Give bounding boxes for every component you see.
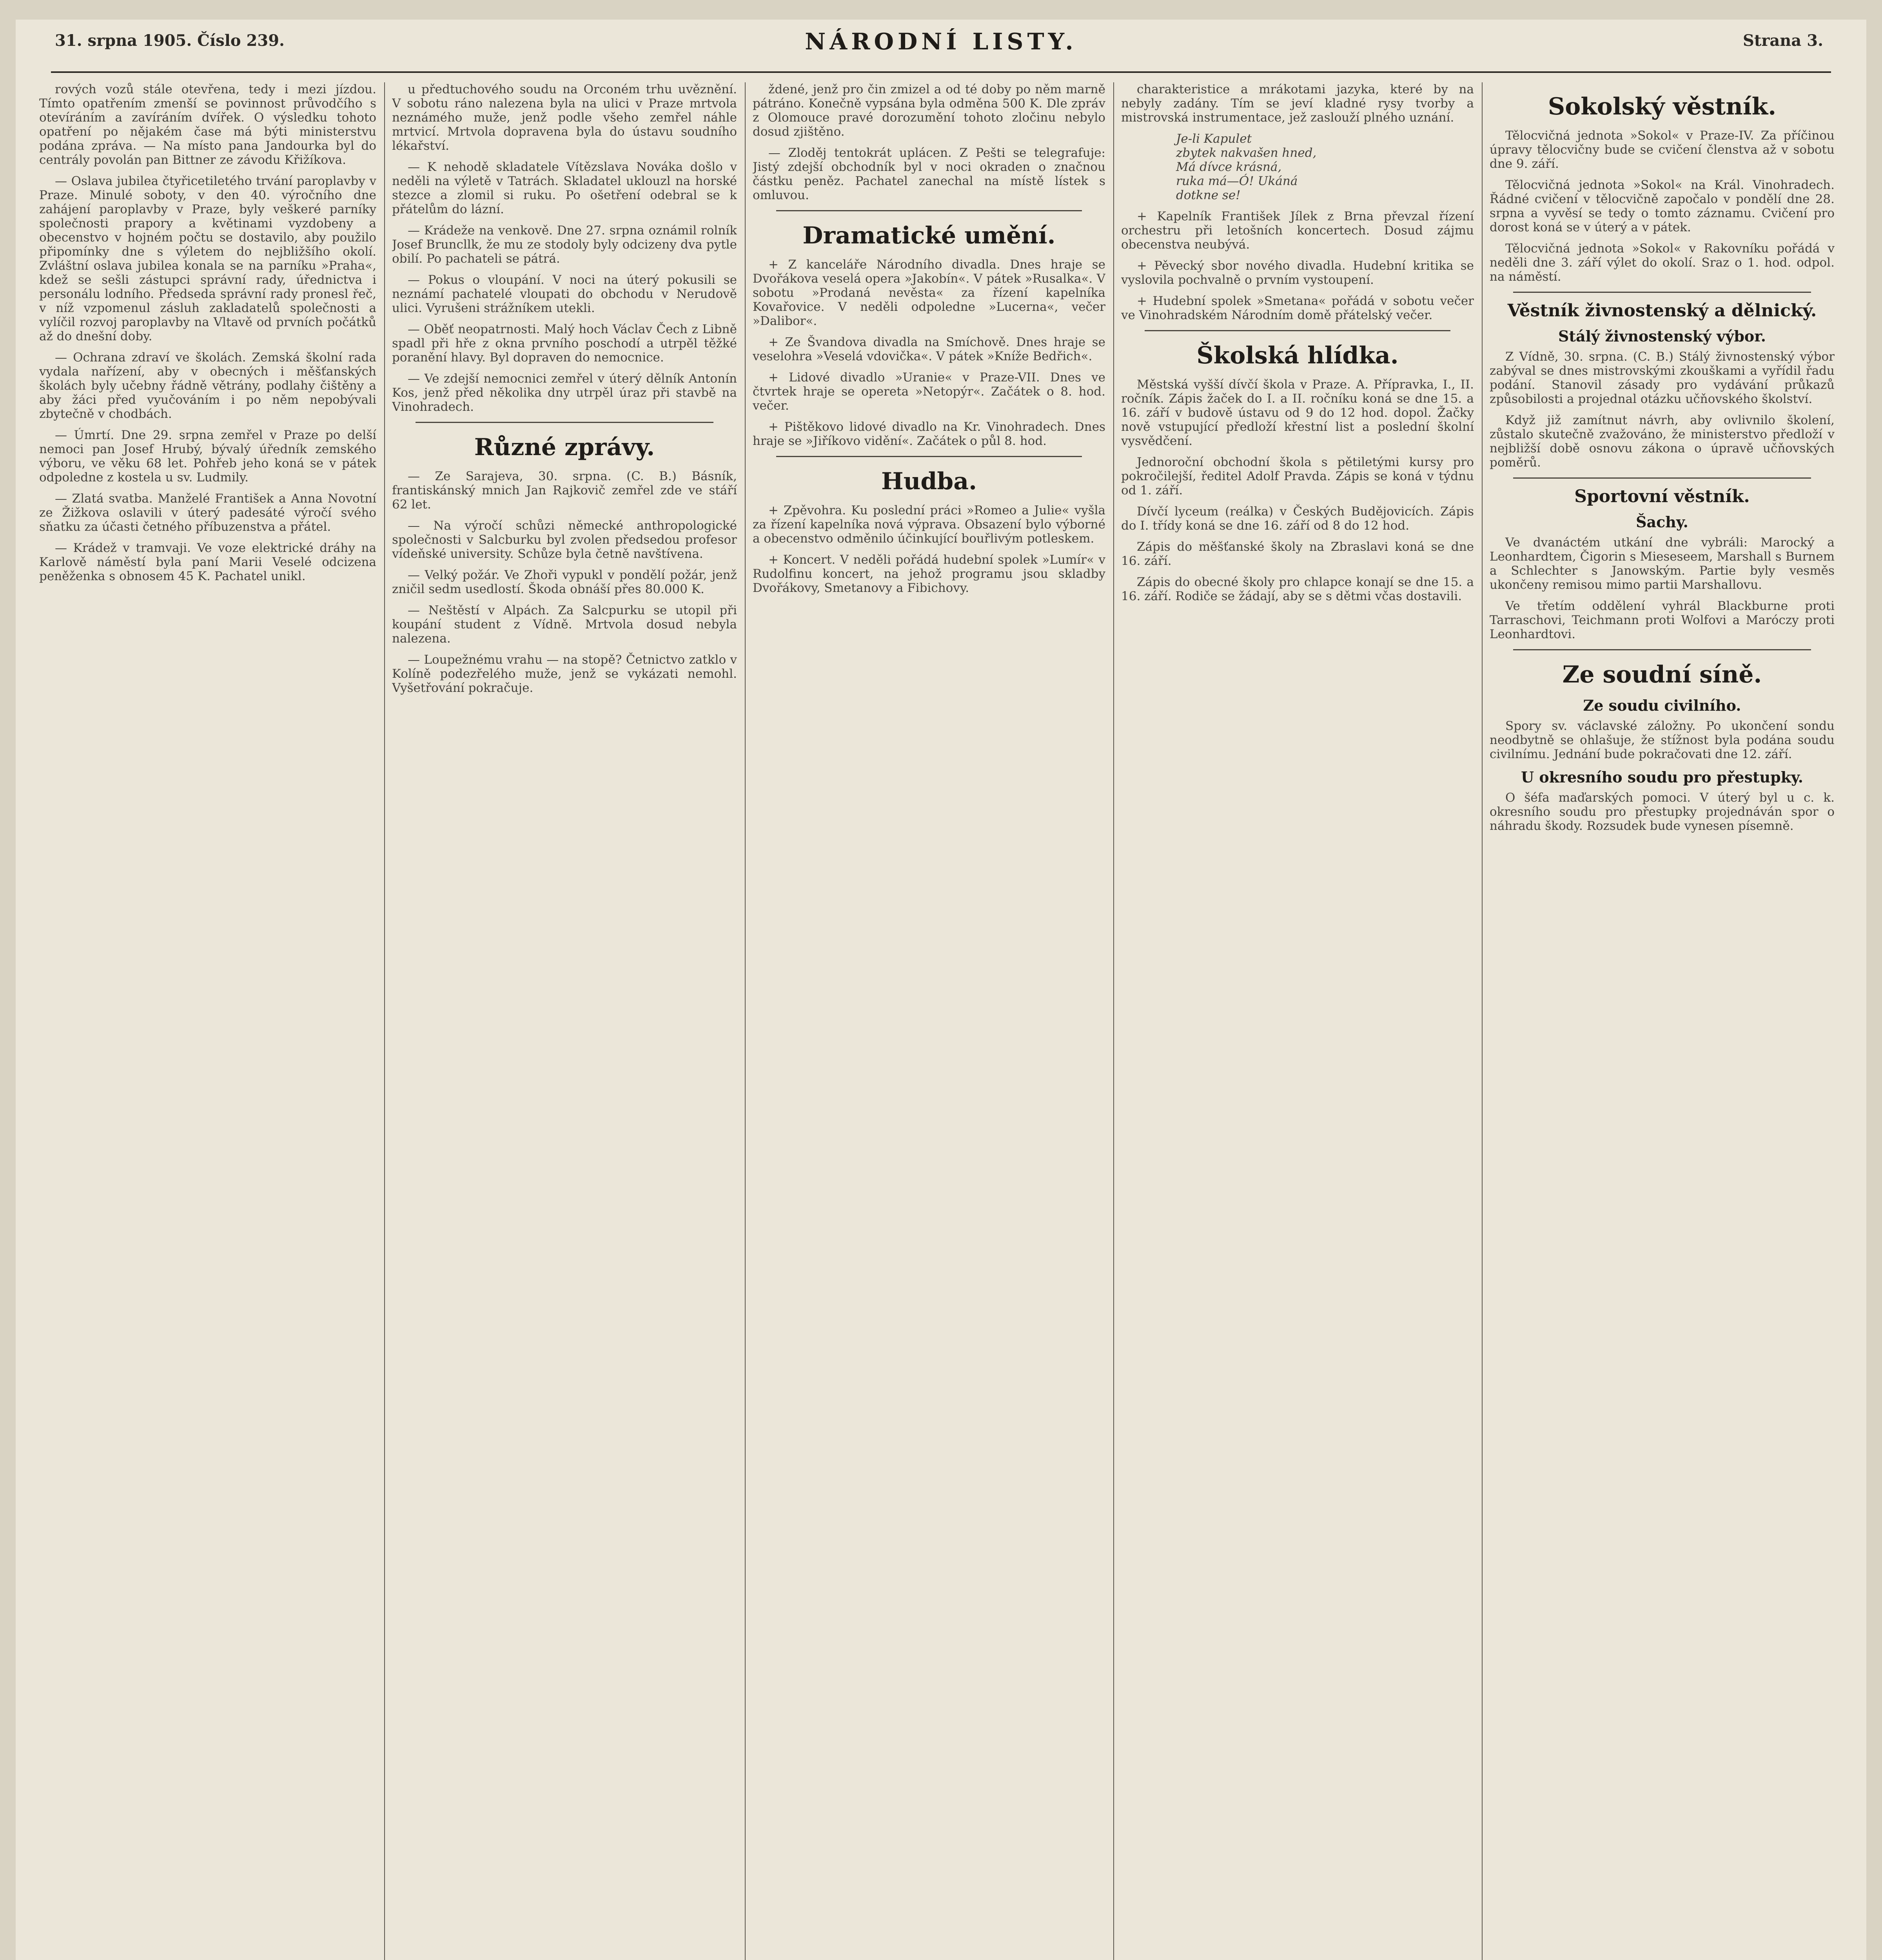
column-divider xyxy=(1113,82,1114,1960)
section-rule xyxy=(1513,477,1811,479)
section-rule xyxy=(416,422,713,423)
article: O šéfa maďarských pomoci. V úterý byl u c. k. okresního soudu pro přestupky projednáván spor o náhradu škody. Rozsudek bude vynesen písemně. xyxy=(1490,791,1835,833)
article: — K nehodě skladatele Vítězslava Nováka došlo v neděli na výletě v Tatrách. Skladatel uklouzl na horské stezce a zlomil si ruku. Po ošetření odebral se k přátelům do lázní. xyxy=(392,160,737,216)
article: ždené, jenž pro čin zmizel a od té doby po něm marně pátráno. Konečně vypsána byla odměna 500 K. Dle zpráv z Olomouce pravé dorozumění tohoto zločinu nebylo dosud zjištěno. xyxy=(753,82,1105,139)
article: — Oslava jubilea čtyřicetiletého trvání paroplavby v Praze. Minulé soboty, v den 40. výročního dne zahájení paroplavby v Praze, byly veškeré parníky společnosti prapory a květinami vyzdobeny a obecenstvo v hojném počtu se dostavilo, aby použilo připomínky dne s výletem do nejbližšího okolí. Zvláštní oslava jubilea konala se na parníku »Praha«, kdež se sešli zástupci správní rady, úřednictva i personálu lodního. Předseda správní rady pronesl řeč, v níž vzpomenul zásluh zakladatelů společnosti a vylíčil rozvoj paroplavby na Vltavě od prvních počátků až do dnešní doby. xyxy=(39,174,376,343)
page-number: Strana 3. xyxy=(1742,31,1823,50)
column-divider xyxy=(384,82,385,1960)
masthead: NÁRODNÍ LISTY. xyxy=(805,28,1077,55)
column-divider xyxy=(1482,82,1483,1960)
section-heading-music: Hudba. xyxy=(881,468,977,495)
article: — Ve zdejší nemocnici zemřel v úterý dělník Antonín Kos, jenž před několika dny utrpěl úraz při stavbě na Vinohradech. xyxy=(392,372,737,414)
article: + Hudební spolek »Smetana« pořádá v sobotu večer ve Vinohradském Národním domě přátelský večer. xyxy=(1121,294,1474,322)
article: — Na výročí schůzi německé anthropologické společnosti v Salcburku byl zvolen předsedou profesor vídeňské university. Schůze byla četně navštívena. xyxy=(392,519,737,561)
subheading-misdemeanor-court: U okresního soudu pro přestupky. xyxy=(1521,768,1804,786)
verse-line: Má dívce krásná, xyxy=(1176,160,1282,174)
column-1 xyxy=(39,82,376,1960)
section-rule xyxy=(776,456,1082,457)
article: rových vozů stále otevřena, tedy i mezi jízdou. Tímto opatřením zmenší se povinnost průvodčího s otevíráním a zavíráním dvířek. O výsledku tohoto opatření po nějakém čase má býti ministerstvu podána zpráva. — Na místo pana Jandourka byl do centrály povolán pan Bittner ze závodu Křižíkova. xyxy=(39,82,376,167)
article: u předtuchového soudu na Orconém trhu uvěznění. V sobotu ráno nalezena byla na ulici v Praze mrtvola neznámého muže, jenž podle všeho zemřel náhle mrtvicí. Mrtvola dopravena byla do ústavu soudního lékařství. xyxy=(392,82,737,153)
subheading-civil-court: Ze soudu civilního. xyxy=(1583,697,1741,714)
section-heading-sport: Sportovní věstník. xyxy=(1574,486,1750,506)
section-heading-school: Školská hlídka. xyxy=(1196,342,1399,369)
article: Ve dvanáctém utkání dne vybráli: Marocký a Leonhardtem, Čigorin s Mieseseem, Marshall s Burnem a Schlechter s Janowským. Partie byly vesměs ukončeny remisou mimo partii Marshallovu. xyxy=(1490,535,1835,592)
section-heading-trade: Věstník živnostenský a dělnický. xyxy=(1507,301,1817,321)
article: + Pěvecký sbor nového divadla. Hudební kritika se vyslovila pochvalně o prvním vystoupení. xyxy=(1121,259,1474,287)
article: — Ze Sarajeva, 30. srpna. (C. B.) Básník, frantiskánský mnich Jan Rajkovič zemřel zde ve stáří 62 let. xyxy=(392,469,737,512)
verse-line: ruka má—Ó! Ukáná xyxy=(1176,174,1298,188)
article: Městská vyšší dívčí škola v Praze. A. Přípravka, I., II. ročník. Zápis žaček do I. a II. ročníku koná se dne 15. a 16. září v budově ústavu od 9 do 12 hod. dopol. Žačky nově vstupující předloží křestní list a poslední školní vysvědčení. xyxy=(1121,377,1474,448)
article: Tělocvičná jednota »Sokol« na Král. Vinohradech. Řádné cvičení v tělocvičně započalo v pondělí dne 28. srpna a vyvěsí se tedy o tomto záznamu. Cvičení pro dorost koná se v úterý a v pátek. xyxy=(1490,178,1835,234)
article: Tělocvičná jednota »Sokol« v Praze-IV. Za příčinou úpravy tělocvičny bude se cvičení členstva až v sobotu dne 9. září. xyxy=(1490,129,1835,171)
article: + Kapelník František Jílek z Brna převzal řízení orchestru při letošních koncertech. Dosud zájmu obecenstva neubývá. xyxy=(1121,209,1474,252)
section-rule xyxy=(1513,292,1811,293)
article: — Loupežnému vrahu — na stopě? Četnictvo zatklo v Kolíně podezřelého muže, jenž se vykázati nemohl. Vyšetřování pokračuje. xyxy=(392,653,737,695)
column-2 xyxy=(392,82,737,1960)
article: Zápis do obecné školy pro chlapce konají se dne 15. a 16. září. Rodiče se žádají, aby se s dětmi včas dostavili. xyxy=(1121,575,1474,603)
verse-line: dotkne se! xyxy=(1176,188,1241,202)
article: Spory sv. václavské záložny. Po ukončení sondu neodbytně se ohlašuje, že stížnost byla podána soudu civilnímu. Jednání bude pokračovati dne 12. září. xyxy=(1490,719,1835,761)
section-rule xyxy=(1513,649,1811,650)
article: charakteristice a mrákotami jazyka, které by na nebyly zadány. Tím se jeví kladné rysy tvorby a mistrovská instrumentace, jež zaslouží plného uznání. xyxy=(1121,82,1474,125)
section-heading-theatre: Dramatické umění. xyxy=(802,222,1056,249)
article: + Koncert. V neděli pořádá hudební spolek »Lumír« v Rudolfinu koncert, na jehož programu jsou skladby Dvořákovy, Smetanovy a Fibichovy. xyxy=(753,553,1105,595)
article: Z Vídně, 30. srpna. (C. B.) Stálý živnostenský výbor zabýval se dnes mistrovskými zkouškami a vyřídil řadu podání. Stanovil zásady pro vydávání průkazů způsobilosti a projednal otázku učňovského školství. xyxy=(1490,350,1835,406)
article: + Pištěkovo lidové divadlo na Kr. Vinohradech. Dnes hraje se »Jiříkovo vidění«. Začátek o půl 8. hod. xyxy=(753,420,1105,448)
article: Zápis do měšťanské školy na Zbraslavi koná se dne 16. září. xyxy=(1121,540,1474,568)
article: + Ze Švandova divadla na Smíchově. Dnes hraje se veselohra »Veselá vdovička«. V pátek »Kníže Bedřich«. xyxy=(753,335,1105,363)
page-header xyxy=(16,20,1866,74)
column-3 xyxy=(753,82,1105,1960)
section-rule xyxy=(1145,330,1450,331)
subheading-chess: Šachy. xyxy=(1636,513,1688,531)
article: — Neštěstí v Alpách. Za Salcpurku se utopil při koupání student z Vídně. Mrtvola dosud nebyla nalezena. xyxy=(392,603,737,646)
article: — Pokus o vloupání. V noci na úterý pokusili se neznámí pachatelé vloupati do obchodu v Nerudově ulici. Vyrušeni strážníkem utekli. xyxy=(392,273,737,315)
article: — Zlatá svatba. Manželé František a Anna Novotní ze Žižkova oslavili v úterý padesáté výročí svého sňatku za účasti četného příbuzenstva a přátel. xyxy=(39,492,376,534)
newspaper-page xyxy=(16,20,1866,1960)
issue-date: 31. srpna 1905. Číslo 239. xyxy=(55,31,285,50)
article: + Lidové divadlo »Uranie« v Praze-VII. Dnes ve čtvrtek hraje se opereta »Netopýr«. Začátek o 8. hod. večer. xyxy=(753,370,1105,413)
article: Když již zamítnut návrh, aby ovlivnilo školení, zůstalo skutečně zvažováno, že ministerstvo předloží v nejbližší době osnovu zákona o úpravě učňovských poměrů. xyxy=(1490,413,1835,470)
section-heading-court: Ze soudní síně. xyxy=(1562,661,1762,688)
article: + Zpěvohra. Ku poslední práci »Romeo a Julie« vyšla za řízení kapelníka nová výprava. Obsazení bylo výborné a obecenstvo odměnilo účinkující bouřlivým potleskem. xyxy=(753,503,1105,546)
column-divider xyxy=(745,82,746,1960)
section-rule xyxy=(776,210,1082,211)
column-5 xyxy=(1490,82,1835,1960)
article: — Velký požár. Ve Zhoři vypukl v pondělí požár, jenž zničil sedm usedlostí. Škoda obnáší přes 80.000 K. xyxy=(392,568,737,596)
article: + Z kanceláře Národního divadla. Dnes hraje se Dvořákova veselá opera »Jakobín«. V pátek »Rusalka«. V sobotu »Prodaná nevěsta« za řízení kapelníka Kovařovice. V neděli odpoledne »Lucerna«, večer »Dalibor«. xyxy=(753,258,1105,328)
verse-line: zbytek nakvašen hned, xyxy=(1176,146,1317,160)
section-heading-misc: Různé zprávy. xyxy=(474,434,655,461)
article: Ve třetím oddělení vyhrál Blackburne proti Tarraschovi, Teichmann proti Wolfovi a Maróczy proti Leonhardtovi. xyxy=(1490,599,1835,641)
column-4 xyxy=(1121,82,1474,1960)
article: Dívčí lyceum (reálka) v Českých Budějovicích. Zápis do I. třídy koná se dne 16. září od 8 do 12 hod. xyxy=(1121,505,1474,533)
article: — Oběť neopatrnosti. Malý hoch Václav Čech z Libně spadl při hře z okna prvního poschodí a utrpěl těžké poranění hlavy. Byl dopraven do nemocnice. xyxy=(392,322,737,365)
verse-line: Je-li Kapulet xyxy=(1176,132,1252,146)
article: — Zloděj tentokrát uplácen. Z Pešti se telegrafuje: Jistý zdejší obchodník byl v noci okraden o značnou částku peněz. Pachatel zanechal na místě lístek s omluvou. xyxy=(753,146,1105,202)
poem-excerpt xyxy=(1176,132,1474,202)
article: — Ochrana zdraví ve školách. Zemská školní rada vydala nařízení, aby v obecných i měšťanských školách byly učebny řádně větrány, podlahy čištěny a aby žáci před vyučováním i po něm nepobývali zbytečně v chodbách. xyxy=(39,350,376,421)
article: Tělocvičná jednota »Sokol« v Rakovníku pořádá v neděli dne 3. září výlet do okolí. Sraz o 1. hod. odpol. na náměstí. xyxy=(1490,241,1835,284)
section-heading-sokol: Sokolský věstník. xyxy=(1548,93,1777,120)
subheading-trade: Stálý živnostenský výbor. xyxy=(1558,327,1766,345)
header-rule xyxy=(51,71,1831,73)
article: — Krádež v tramvaji. Ve voze elektrické dráhy na Karlově náměstí byla paní Marii Veselé odcizena peněženka s obnosem 45 K. Pachatel unikl. xyxy=(39,541,376,583)
article: — Krádeže na venkově. Dne 27. srpna oznámil rolník Josef Bruncllk, že mu ze stodoly byly odcizeny dva pytle obilí. Po pachateli se pátrá. xyxy=(392,223,737,266)
article: — Úmrtí. Dne 29. srpna zemřel v Praze po delší nemoci pan Josef Hrubý, bývalý úředník zemského výboru, ve věku 68 let. Pohřeb jeho koná se v pátek odpoledne z kostela u sv. Ludmily. xyxy=(39,428,376,485)
article: Jednoroční obchodní škola s pětiletými kursy pro pokročilejší, ředitel Adolf Pravda. Zápis se koná v týdnu od 1. září. xyxy=(1121,455,1474,497)
